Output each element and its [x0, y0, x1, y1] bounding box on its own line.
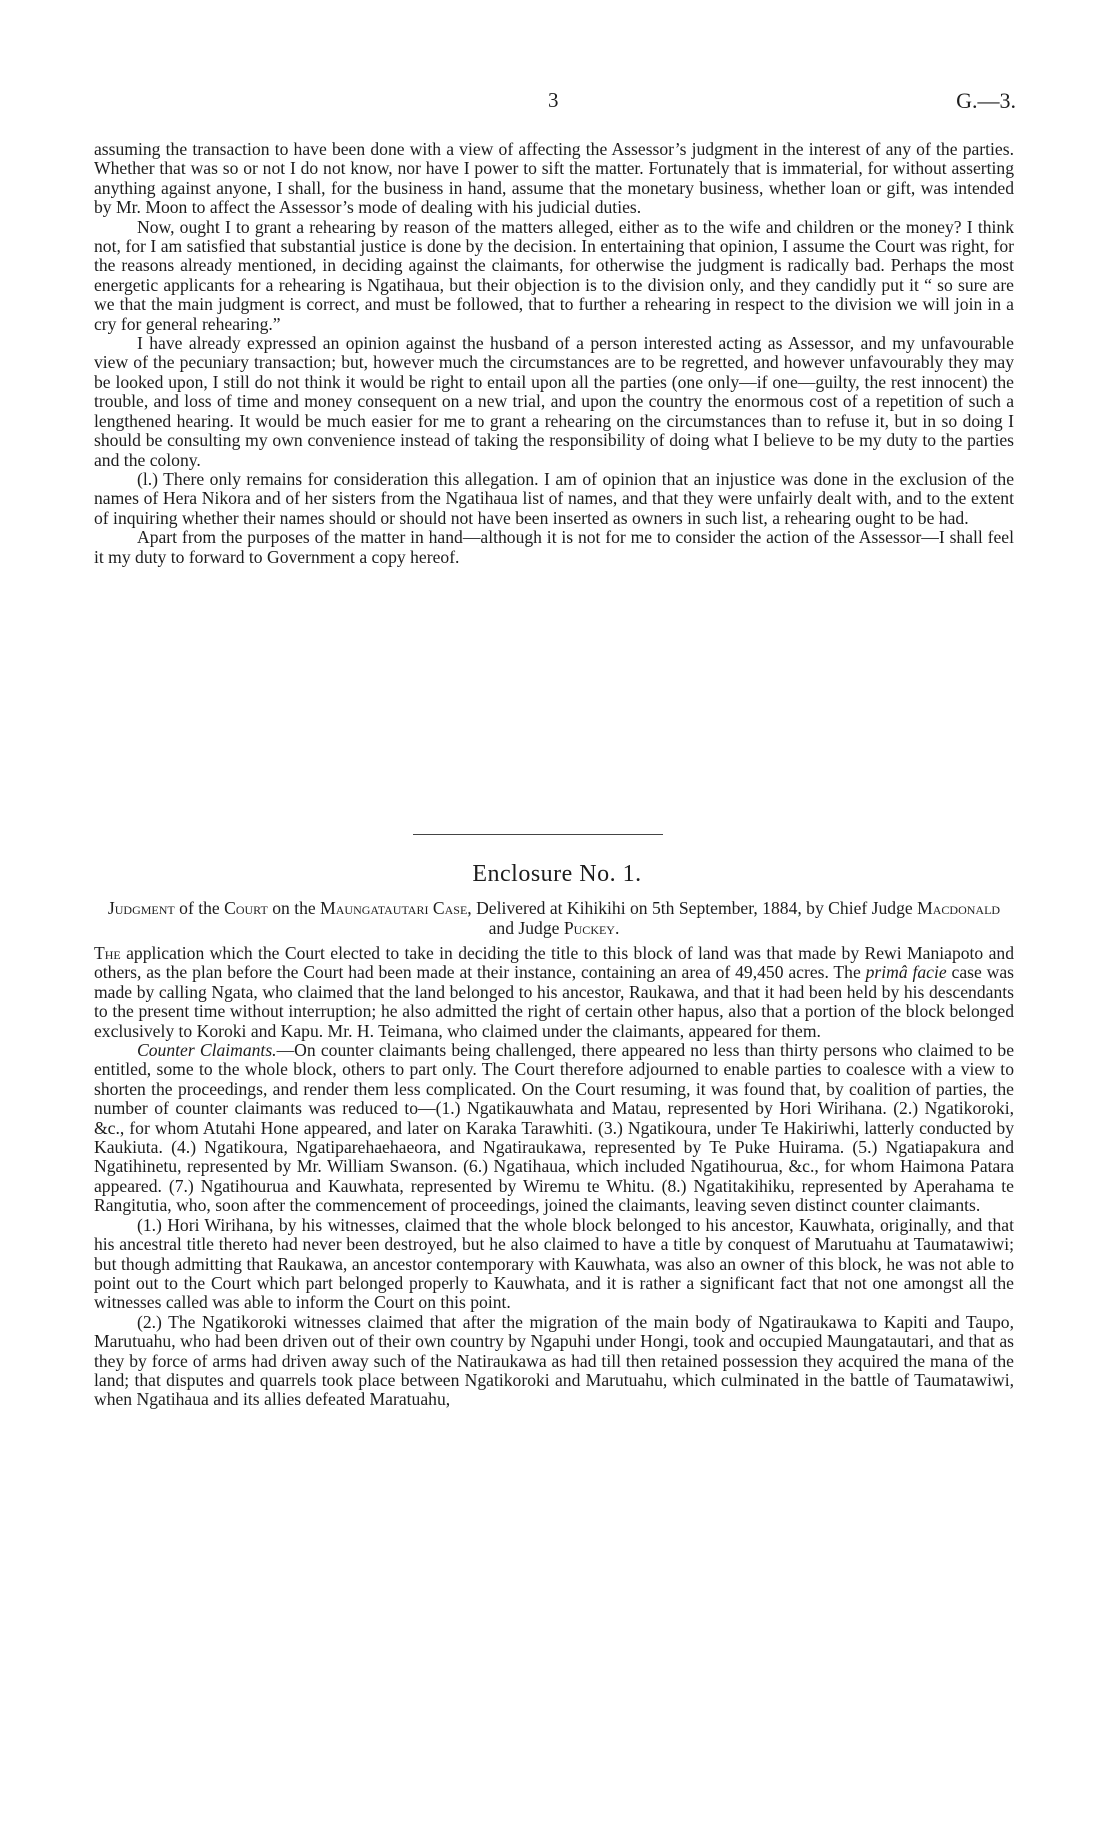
court-word: Court — [224, 898, 268, 918]
subheading: Counter Claimants. — [137, 1040, 277, 1061]
paragraph — [94, 944, 1014, 1041]
paragraph-text: case was made by calling Ngata, who claimed that the land belonged to his ancestor, Raukawa, and that it had been held by his descendants to the present time without interruption; he also admitted the right of certain other hapus, also that a portion of the block belonged exclusively to Koroki and Kapu. Mr. H. Teimana, who claimed under the claimants, appeared for them. — [94, 962, 1015, 1041]
paragraph: assuming the transaction to have been done with a view of affecting the Assessor’s judgment in the interest of any of the parties. Whether that was so or not I do not know, nor have I power to sift the matter. Fortunately that is immaterial, for without asserting anything against anyone, I shall, for the business in hand, assume that the monetary business, whether loan or gift, was intended by Mr. Moon to affect the Assessor’s mode of dealing with his judicial duties. — [94, 139, 1014, 218]
paragraph — [94, 1041, 1014, 1216]
report-continuation — [94, 140, 1014, 567]
lead-word: The — [94, 943, 121, 963]
judgment-body — [94, 944, 1014, 1410]
paragraph: I have already expressed an opinion against the husband of a person interested acting as Assessor, and my unfavourable view of the pecuniary transaction; but, however much the circumstances are to be regretted, and however unfavourably they may be looked upon, I still do not think it would be right to entail upon all the parties (one only—if one—guilty, the rest innocent) the trouble, and loss of time and money consequent on a new trial, and upon the country the enormous cost of a repetition of such a lengthened hearing. It would be much easier for me to grant a rehearing on the circumstances than to refuse it, but in so doing I should be consulting my own convenience instead of taking the responsibility of doing what I believe to be my duty to the parties and the colony. — [94, 333, 1014, 470]
title-text: , Delivered at Kihikihi on 5th September, 1884, by Chief Judge — [467, 898, 918, 918]
title-text: and Judge — [488, 918, 564, 938]
judgment-title — [94, 898, 1014, 938]
paragraph: (l.) There only remains for consideration this allegation. I am of opinion that an injustice was done in the exclusion of the names of Hera Nikora and of her sisters from the Ngatihaua list of names, and that they were unfairly dealt with, and to the extent of inquiring whether their names should or should not have been inserted as owners in such list, a rehearing ought to be had. — [94, 468, 1014, 528]
document-reference: G.—3. — [956, 88, 1016, 113]
page-header — [0, 88, 1114, 118]
title-text: of the — [174, 898, 225, 918]
paragraph-text: application which the Court elected to take in deciding the title to this block of land was that made by Rewi Maniapoto and others, as the plan before the Court had been made at their instance, containing an area of 49,450 acres. The — [94, 943, 1014, 983]
title-text: . — [614, 918, 620, 938]
judge-name: Puckey — [563, 918, 615, 938]
italic-term: primâ facie — [865, 962, 947, 983]
paragraph: (1.) Hori Wirihana, by his witnesses, claimed that the whole block belonged to his ancestor, Kauwhata, originally, and that his ancestral title thereto had never been destroyed, but he also claimed to have a title by conquest of Marutuahu at Taumatawiwi; but though admitting that Raukawa, an ancestor contemporary with Kauwhata, was also an owner of this block, he was not able to point out to the Court which part belonged properly to Kauwhata, and it is rather a significant fact that not one amongst all the witnesses called was able to inform the Court on this point. — [94, 1214, 1014, 1313]
page-number: 3 — [548, 88, 559, 112]
judge-name: Macdonald — [917, 898, 1001, 918]
section-divider — [413, 834, 663, 835]
paragraph: (2.) The Ngatikoroki witnesses claimed that after the migration of the main body of Ngatiraukawa to Kapiti and Taupo, Marutuahu, who had been driven out of their own country by Ngapuhi under Hongi, took and occupied Maungatautari, and that as they by force of arms had driven away such of the Natiraukawa as had till then retained possession they acquired the mana of the land; that disputes and quarrels took place between Ngatikoroki and Marutuahu, which culminated in the battle of Taumatawiwi, when Ngatihaua and its allies defeated Maratuahu, — [94, 1311, 1014, 1410]
judgment-word: Judgment — [107, 898, 175, 918]
enclosure-title: Enclosure No. 1. — [472, 861, 642, 887]
paragraph: Now, ought I to grant a rehearing by reason of the matters alleged, either as to the wife and children or the money? I think not, for I am satisfied that substantial justice is done by the decision. In entertaining that opinion, I assume the Court was right, for the reasons already mentioned, in deciding against the claimants, for otherwise the judgment is radically bad. Perhaps the most energetic applicants for a rehearing is Ngatihaua, but their objection is to the division only, and they candidly put it “ so sure are we that the main judgment is correct, and must be followed, that to further a rehearing in respect to the division we will join in a cry for general rehearing.” — [94, 216, 1014, 334]
case-name: Maungatautari Case — [320, 898, 468, 918]
title-text: on the — [267, 898, 321, 918]
paragraph-text: —On counter claimants being challenged, there appeared no less than thirty persons who claimed to be entitled, some to the whole block, others to part only. The Court therefore adjourned to enable parties to coalesce with a view to shorten the proceedings, and render them less complicated. On the Court resuming, it was found that, by coalition of parties, the number of counter claimants was reduced to—(1.) Ngatikauwhata and Matau, represented by Hori Wirihana. (2.) Ngatikoroki, &c., for whom Atutahi Hone appeared, and later on Karaka Tarawhiti. (3.) Ngatikoura, under Te Hakiriwhi, latterly conducted by Kaukiuta. (4.) Ngatikoura, Ngatiparehaehaeora, and Ngatiraukawa, represented by Te Puke Huirama. (5.) Ngatiapakura and Ngatihinetu, represented by Mr. William Swanson. (6.) Ngatihaua, which included Ngatihourua, &c., for whom Haimona Patara appeared. (7.) Ngatihourua and Kauwhata, represented by Wiremu te Whitu. (8.) Ngatitakihiku, represented by Aperahama te Rangitutia, who, soon after the commencement of proceedings, joined the claimants, leaving seven distinct counter claimants. — [94, 1040, 1015, 1216]
paragraph: Apart from the purposes of the matter in hand—although it is not for me to consider the action of the Assessor—I shall feel it my duty to forward to Government a copy hereof. — [94, 527, 1014, 567]
